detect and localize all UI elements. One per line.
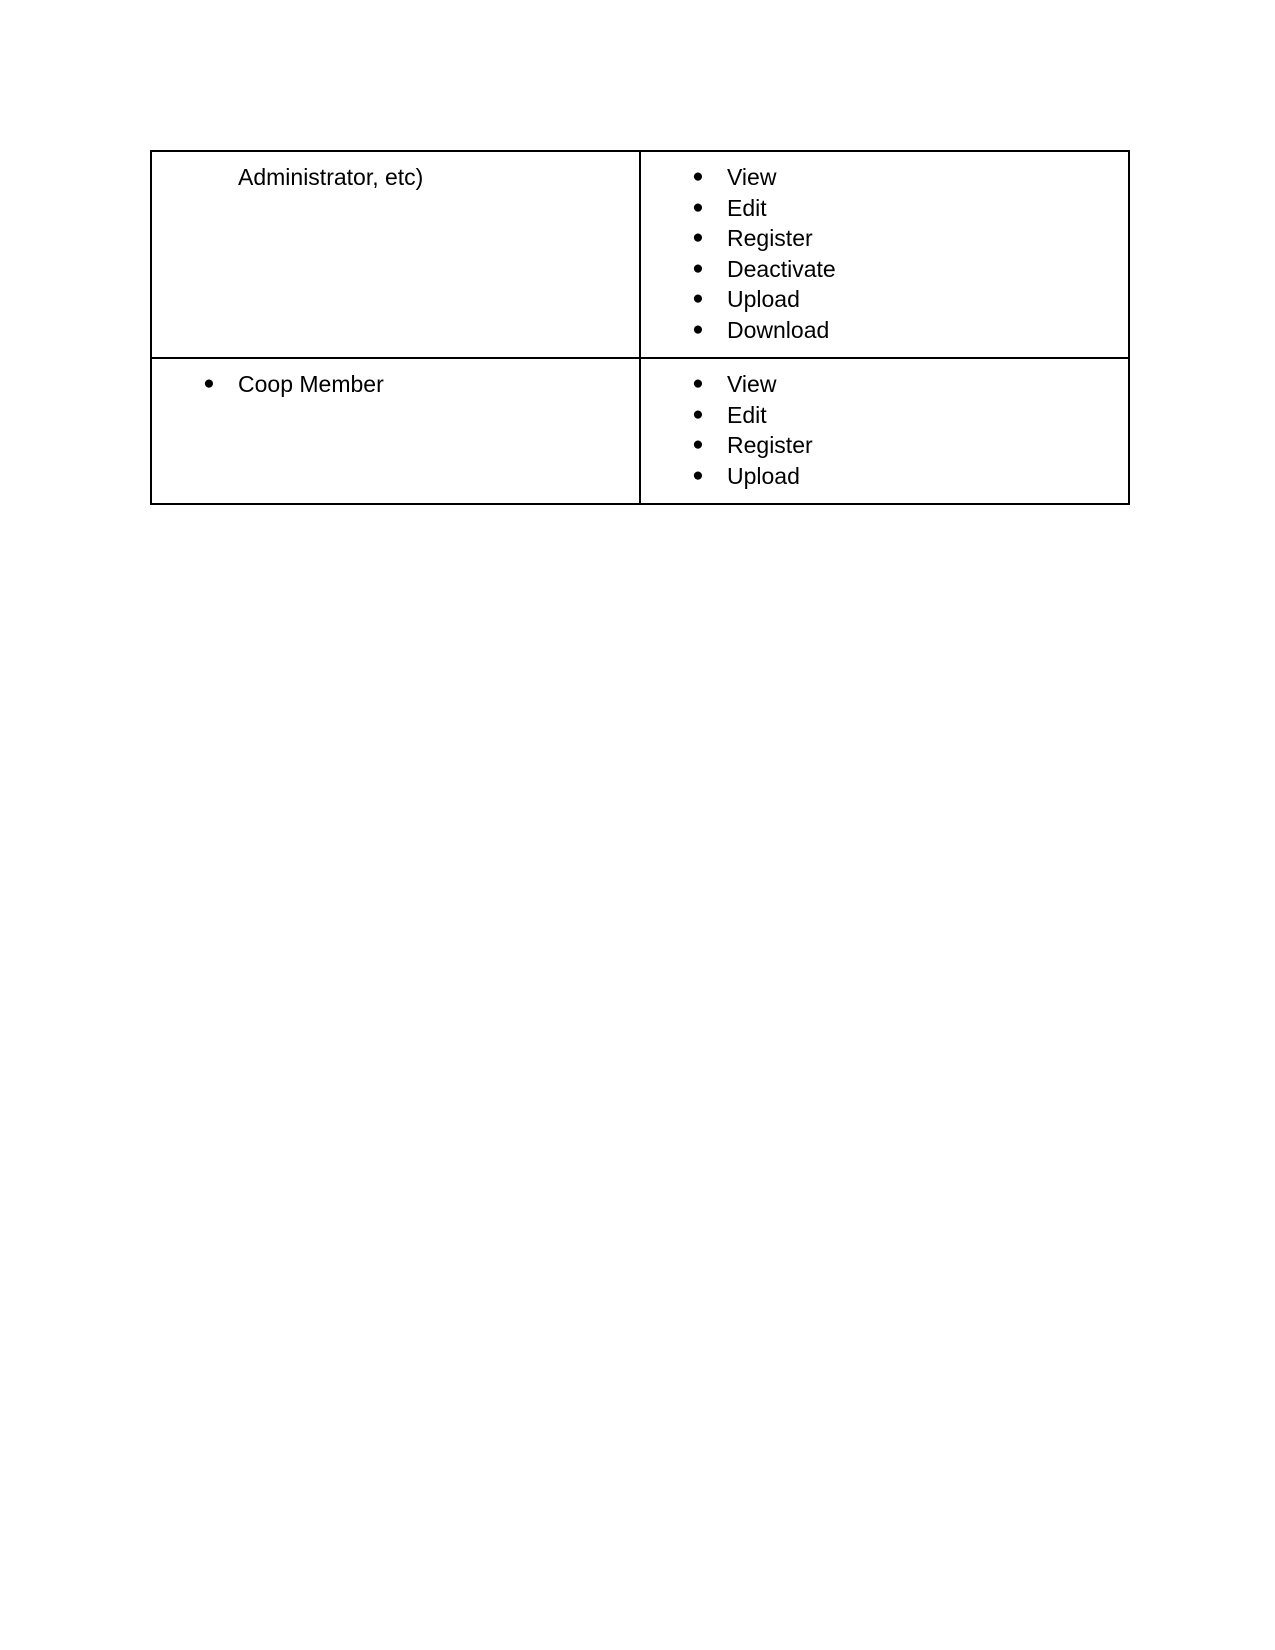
permission-label: View bbox=[727, 371, 777, 397]
table-row bbox=[151, 358, 1129, 504]
bullet-icon: ● bbox=[692, 434, 704, 455]
list-item bbox=[641, 193, 1128, 224]
list-item bbox=[641, 223, 1128, 254]
list-item bbox=[641, 254, 1128, 285]
bullet-icon: ● bbox=[692, 166, 704, 187]
role-label: Administrator, etc) bbox=[238, 164, 424, 190]
permissions-table bbox=[150, 150, 1130, 505]
bullet-icon: ● bbox=[692, 464, 704, 486]
permission-label: Download bbox=[727, 316, 830, 343]
role-cell bbox=[151, 358, 640, 504]
permission-label: Register bbox=[727, 225, 813, 251]
permission-label: Deactivate bbox=[727, 255, 836, 282]
bullet-icon: ● bbox=[692, 227, 704, 248]
permission-label: Edit bbox=[727, 194, 767, 221]
permissions-cell bbox=[640, 358, 1129, 504]
bullet-icon: ● bbox=[692, 196, 704, 218]
role-list bbox=[152, 369, 639, 400]
permissions-list bbox=[641, 162, 1128, 345]
table-row bbox=[151, 151, 1129, 358]
list-item bbox=[641, 162, 1128, 193]
list-item bbox=[152, 369, 639, 400]
permission-label: Upload bbox=[727, 462, 800, 489]
permission-label: Register bbox=[727, 432, 813, 458]
permission-label: View bbox=[727, 164, 777, 190]
permission-label: Edit bbox=[727, 401, 767, 428]
list-item bbox=[641, 461, 1128, 492]
list-item bbox=[641, 400, 1128, 431]
list-item bbox=[641, 430, 1128, 461]
role-label: Coop Member bbox=[238, 371, 384, 397]
list-item bbox=[641, 369, 1128, 400]
role-cell bbox=[151, 151, 640, 358]
bullet-icon: ● bbox=[692, 318, 704, 340]
bullet-icon: ● bbox=[692, 288, 704, 309]
list-item bbox=[641, 315, 1128, 346]
bullet-icon: ● bbox=[203, 373, 215, 394]
permissions-list bbox=[641, 369, 1128, 491]
list-item bbox=[641, 284, 1128, 315]
bullet-icon: ● bbox=[692, 373, 704, 394]
permission-label: Upload bbox=[727, 286, 800, 312]
bullet-icon: ● bbox=[692, 257, 704, 279]
bullet-icon: ● bbox=[692, 403, 704, 425]
permissions-cell bbox=[640, 151, 1129, 358]
